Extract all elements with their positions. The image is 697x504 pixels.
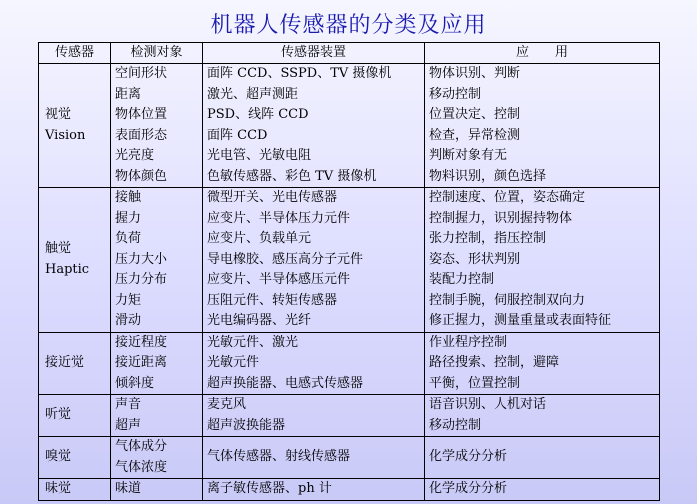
device-item: 应变片、半导体压力元件 [207, 210, 351, 226]
object-item: 空间形状 [115, 66, 168, 81]
group-row-vision [39, 64, 660, 188]
category-smell [39, 437, 111, 479]
application-item: 语音识别、人机对话 [429, 397, 547, 412]
device-cell [203, 332, 425, 395]
device-item: 光敏元件、激光 [207, 334, 299, 350]
page-title: 机器人传感器的分类及应用 [210, 13, 487, 38]
header-sensor: 传感器 [39, 43, 111, 64]
category-label: 听觉 [45, 407, 72, 423]
application-item: 化学成分分析 [429, 481, 508, 496]
application-item: 修正握力，测量重量或表面特征 [429, 313, 612, 328]
application-item: 控制速度、位置，姿态确定 [429, 190, 586, 205]
application-cell [425, 332, 660, 395]
device-item: 麦克风 [207, 397, 247, 412]
application-item: 作业程序控制 [429, 334, 508, 350]
object-item: 握力 [115, 210, 142, 226]
device-item: 超声波换能器 [207, 417, 286, 433]
application-item: 装配力控制 [429, 272, 495, 287]
device-item: 微型开关、光电传感器 [207, 190, 338, 205]
device-item: PSD、线阵 CCD [207, 107, 309, 122]
category-hearing [39, 395, 111, 437]
object-item: 距离 [115, 86, 142, 102]
application-cell [425, 437, 660, 479]
application-item: 姿态、形状判别 [429, 251, 521, 267]
header-application: 应 用 [425, 43, 660, 64]
application-item: 化学成分分析 [429, 449, 508, 465]
object-cell [111, 479, 203, 501]
device-item: 光电编码器、光纤 [207, 313, 312, 328]
object-cell [111, 64, 203, 188]
object-cell [111, 332, 203, 395]
object-item: 气体浓度 [115, 459, 168, 475]
device-item: 超声换能器、电感式传感器 [207, 375, 364, 391]
object-cell [111, 395, 203, 437]
object-item: 负荷 [115, 231, 142, 246]
object-item: 接近距离 [115, 355, 168, 370]
header-row [39, 43, 660, 64]
application-cell [425, 188, 660, 333]
group-row-smell [39, 437, 660, 479]
category-label: 味觉 [45, 481, 72, 496]
object-item: 物体颜色 [115, 168, 168, 184]
sensor-table [38, 42, 660, 501]
application-cell [425, 64, 660, 188]
application-item: 路径搜索、控制，避障 [429, 355, 560, 370]
device-item: 应变片、负载单元 [207, 231, 312, 246]
application-item: 移动控制 [429, 417, 482, 433]
application-item: 张力控制，指压控制 [429, 231, 547, 246]
object-item: 光亮度 [115, 148, 155, 163]
device-item: 应变片、半导体感压元件 [207, 272, 351, 287]
group-row-proximity [39, 332, 660, 395]
device-item: 气体传感器、射线传感器 [207, 449, 351, 465]
device-item: 色敏传感器、彩色 TV 摄像机 [207, 168, 377, 184]
category-label-en: Vision [45, 127, 86, 143]
object-item: 声音 [115, 397, 142, 412]
object-item: 味道 [115, 481, 142, 496]
application-item: 物料识别，颜色选择 [429, 168, 547, 184]
header-object: 检测对象 [111, 43, 203, 64]
device-item: 面阵 CCD [207, 127, 268, 143]
object-item: 压力分布 [115, 272, 168, 287]
object-item: 表面形态 [115, 127, 168, 143]
object-item: 压力大小 [115, 251, 168, 267]
object-item: 滑动 [115, 313, 142, 328]
category-haptic [39, 188, 111, 333]
category-label: 接近觉 [45, 355, 85, 370]
object-item: 接触 [115, 190, 142, 205]
device-cell [203, 479, 425, 501]
object-item: 倾斜度 [115, 375, 155, 391]
object-item: 超声 [115, 417, 142, 433]
application-item: 检查，异常检测 [429, 127, 521, 143]
category-label: 触觉 [45, 241, 72, 257]
category-label: 嗅觉 [45, 449, 72, 465]
device-item: 光敏元件 [207, 355, 260, 370]
group-row-haptic [39, 188, 660, 333]
header-device: 传感器装置 [203, 43, 425, 64]
device-item: 压阻元件、转矩传感器 [207, 292, 338, 308]
device-cell [203, 64, 425, 188]
device-cell [203, 437, 425, 479]
application-item: 控制握力，识别握持物体 [429, 210, 573, 226]
device-item: 面阵 CCD、SSPD、TV 摄像机 [207, 66, 392, 81]
application-item: 控制手腕，伺服控制双向力 [429, 292, 586, 308]
category-taste [39, 479, 111, 501]
category-label: 视觉 [45, 107, 72, 122]
object-item: 接近程度 [115, 334, 168, 350]
application-cell [425, 395, 660, 437]
device-cell [203, 188, 425, 333]
device-item: 离子敏传感器、ph 计 [207, 481, 332, 496]
object-item: 力矩 [115, 292, 142, 308]
application-item: 物体识别、判断 [429, 66, 521, 81]
group-row-hearing [39, 395, 660, 437]
object-cell [111, 188, 203, 333]
object-item: 物体位置 [115, 107, 168, 122]
application-item: 平衡，位置控制 [429, 375, 521, 391]
device-item: 光电管、光敏电阻 [207, 148, 312, 163]
category-vision [39, 64, 111, 188]
application-item: 位置决定、控制 [429, 107, 521, 122]
object-item: 气体成分 [115, 439, 168, 454]
device-item: 激光、超声测距 [207, 86, 299, 102]
device-cell [203, 395, 425, 437]
category-proximity [39, 332, 111, 395]
application-item: 移动控制 [429, 86, 482, 102]
category-label-en: Haptic [45, 261, 90, 277]
device-item: 导电橡胶、感压高分子元件 [207, 251, 364, 267]
object-cell [111, 437, 203, 479]
group-row-taste [39, 479, 660, 501]
application-item: 判断对象有无 [429, 148, 508, 163]
application-cell [425, 479, 660, 501]
